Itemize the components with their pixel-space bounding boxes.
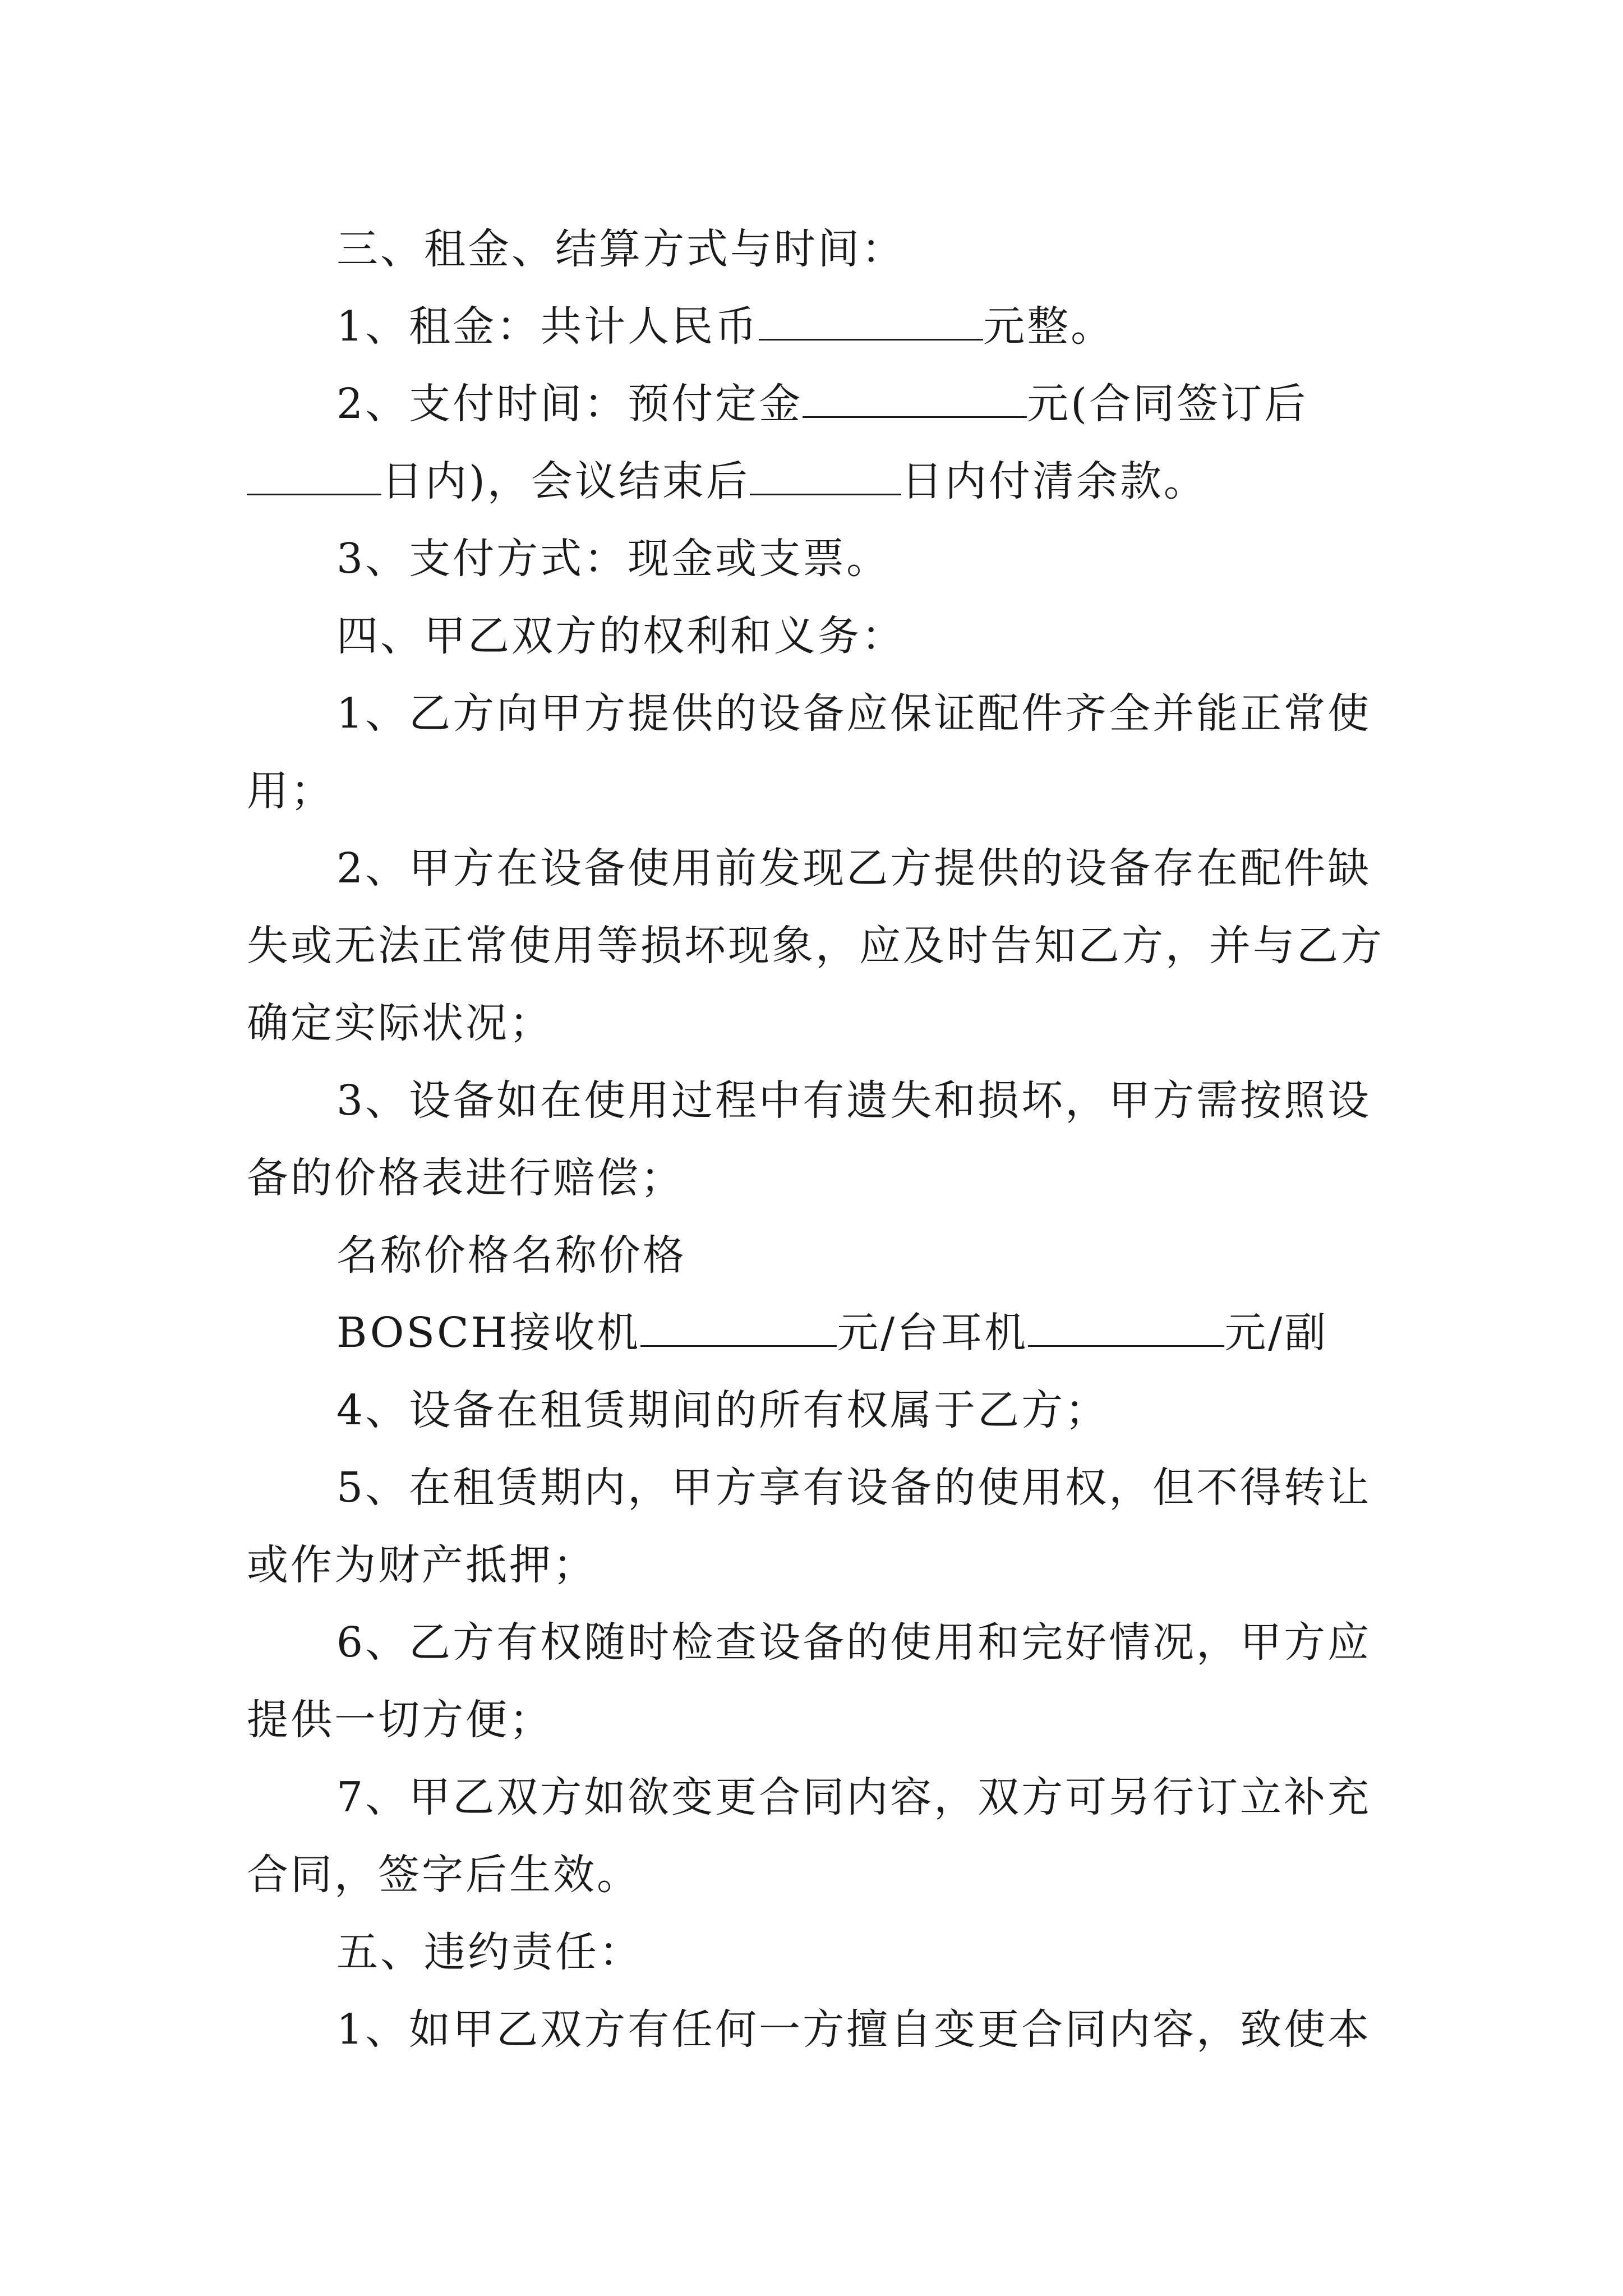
earphone-unit: 元/副 xyxy=(1224,1309,1329,1357)
receiver-price-blank[interactable] xyxy=(640,1305,837,1347)
section-5-title xyxy=(247,1913,1391,1991)
obligation-item-1-text: 1、乙方向甲方提供的设备应保证配件齐全并能正常使用； xyxy=(247,689,1372,815)
pay-time-mid1: 元(合同签订后 xyxy=(1027,380,1308,428)
rent-prefix: 1、租金：共计人民币 xyxy=(336,302,759,351)
rent-amount-blank[interactable] xyxy=(759,298,983,341)
pay-time-prefix: 2、支付时间：预付定金 xyxy=(336,380,803,428)
section-3-title xyxy=(247,210,1391,288)
obligation-item-7 xyxy=(247,1759,1391,1913)
earphone-price-blank[interactable] xyxy=(1028,1305,1224,1347)
payment-method-clause xyxy=(247,520,1391,597)
payment-method-text: 3、支付方式：现金或支票。 xyxy=(336,535,891,583)
rent-suffix: 元整。 xyxy=(983,302,1115,351)
deposit-days-blank[interactable] xyxy=(247,453,381,495)
rent-clause xyxy=(247,288,1391,365)
breach-item-1 xyxy=(247,1991,1391,2068)
obligation-item-7-text: 7、甲乙双方如欲变更合同内容，双方可另行订立补充合同，签字后生效。 xyxy=(247,1773,1372,1899)
price-table-header-text: 名称价格名称价格 xyxy=(336,1231,686,1280)
obligation-item-3-text: 3、设备如在使用过程中有遗失和损坏，甲方需按照设备的价格表进行赔偿； xyxy=(247,1076,1372,1202)
price-table-row xyxy=(247,1294,1391,1372)
obligation-item-6 xyxy=(247,1604,1391,1759)
deposit-amount-blank[interactable] xyxy=(803,376,1027,418)
bosch-receiver-label: BOSCH接收机 xyxy=(336,1309,641,1357)
obligation-item-1 xyxy=(247,675,1391,830)
obligation-item-2 xyxy=(247,830,1391,1062)
document-body xyxy=(247,210,1391,2068)
pay-time-suffix: 日内付清余款。 xyxy=(901,457,1207,505)
obligation-item-3 xyxy=(247,1062,1391,1217)
earphone-label: 元/台耳机 xyxy=(837,1309,1029,1357)
obligation-item-5 xyxy=(247,1449,1391,1604)
pay-time-mid2: 日内)，会议结束后 xyxy=(381,457,750,505)
obligation-item-4 xyxy=(247,1372,1391,1449)
obligation-item-5-text: 5、在租赁期内，甲方享有设备的使用权，但不得转让或作为财产抵押； xyxy=(247,1464,1372,1589)
section-5-title-text: 五、违约责任： xyxy=(336,1928,643,1976)
obligation-item-6-text: 6、乙方有权随时检查设备的使用和完好情况，甲方应提供一切方便； xyxy=(247,1618,1372,1744)
payment-time-clause xyxy=(247,365,1391,520)
section-4-title xyxy=(247,597,1391,675)
breach-item-1-text: 1、如甲乙双方有任何一方擅自变更合同内容，致使本 xyxy=(336,2005,1372,2054)
obligation-item-2-text: 2、甲方在设备使用前发现乙方提供的设备存在配件缺失或无法正常使用等损坏现象，应及时告知乙方，并与乙方确定实际状况； xyxy=(247,844,1384,1047)
balance-days-blank[interactable] xyxy=(750,453,901,495)
section-4-title-text: 四、甲乙双方的权利和义务： xyxy=(336,612,905,660)
price-table-header xyxy=(247,1217,1391,1294)
obligation-item-4-text: 4、设备在租赁期间的所有权属于乙方； xyxy=(336,1386,1109,1434)
section-3-title-text: 三、租金、结算方式与时间： xyxy=(336,225,905,273)
